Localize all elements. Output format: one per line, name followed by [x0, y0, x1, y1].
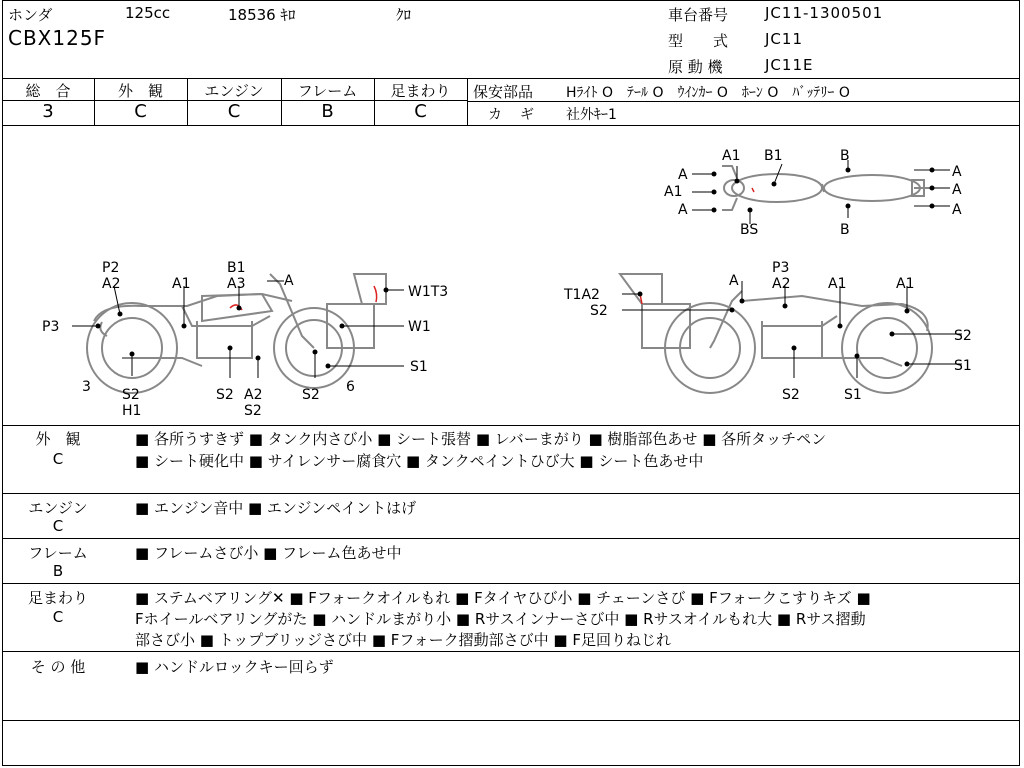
diagram-label: S2: [782, 387, 800, 403]
remarks-frame-grade: B: [52, 562, 64, 580]
divider: [2, 651, 1020, 652]
diagram-label: A1: [172, 276, 191, 292]
frame-no: JC11-1300501: [765, 4, 884, 22]
diagram-label: A1: [722, 148, 741, 164]
remarks-exterior-grade: C: [52, 450, 64, 468]
remarks-other-label: そ の 他: [30, 658, 86, 676]
type-value: JC11: [765, 30, 803, 48]
remarks-engine-label: エンジン: [28, 499, 88, 517]
damage-mark-red: [374, 286, 377, 302]
diagram-label: A2: [772, 276, 791, 292]
suspension-grade-label: 足まわり: [390, 82, 451, 100]
diagram-label: H1: [122, 403, 142, 419]
diagram-label: A2: [244, 387, 263, 403]
engine-label: 原 動 機: [668, 58, 723, 76]
frame-grade-label: フレーム: [297, 82, 358, 100]
diagram-label: BS: [740, 222, 759, 238]
diagram-label: S2: [122, 387, 140, 403]
remarks-engine-line: ■ エンジン音中 ■ エンジンペイントはげ: [135, 499, 417, 517]
diagram-label: S1: [954, 358, 972, 374]
remarks-frame-line: ■ フレームさび小 ■ フレーム色あせ中: [135, 544, 402, 562]
engine-grade: C: [227, 101, 241, 122]
divider: [2, 425, 1020, 426]
remarks-suspension-grade: C: [52, 608, 64, 626]
diagram-label: A: [952, 202, 962, 218]
exterior-label: 外 観: [117, 82, 163, 100]
diagram-label: 6: [346, 379, 355, 395]
diagram-label: S2: [302, 387, 320, 403]
diagram-label: P3: [42, 319, 60, 335]
safety-label: 保安部品: [473, 83, 534, 101]
diagram-label: A: [678, 202, 688, 218]
exterior-grade: C: [134, 101, 147, 122]
divider: [2, 720, 1020, 721]
engine-value: JC11E: [765, 56, 814, 74]
diagram-label: B1: [227, 260, 246, 276]
divider: [2, 583, 1020, 584]
engine-grade-label: エンジン: [204, 82, 264, 100]
remarks-suspension-line: Fホイールベアリングがた ■ ハンドルまがり小 ■ Rサスインナーさび中 ■ Rサスオイルもれ大 ■ Rサス摺動: [135, 610, 866, 628]
frame-grade: B: [321, 101, 334, 122]
remarks-frame-label: フレーム: [28, 544, 88, 562]
diagram-label: B: [840, 148, 850, 164]
remarks-engine-grade: C: [52, 517, 64, 535]
diagram-label: A: [952, 182, 962, 198]
diagram-label: A: [678, 167, 688, 183]
remarks-exterior-line: ■ 各所うすきず ■ タンク内さび小 ■ シート張替 ■ レバーまがり ■ 樹脂部色あせ ■ 各所タッチペン: [135, 430, 827, 448]
diagram-label: A1: [664, 184, 683, 200]
diagram-label: S1: [844, 387, 862, 403]
type-label: 型 式: [668, 32, 729, 50]
remarks-suspension-line: ■ ステムベアリング✕ ■ Fフォークオイルもれ ■ Fタイヤひび小 ■ チェーンさび ■ Fフォークこすりキズ ■: [135, 589, 871, 607]
diagram-label: A2: [102, 276, 121, 292]
diagram-label: S1: [410, 359, 428, 375]
damage-diagram: [2, 126, 1020, 426]
divider: [2, 493, 1020, 494]
remarks-suspension-line: 部さび小 ■ トップブリッジさび中 ■ Fフォーク摺動部さび中 ■ F足回りねじれ: [135, 631, 671, 649]
key-value: 社外ｷｰ1: [566, 107, 617, 123]
divider: [2, 538, 1020, 539]
top-view-bike: [722, 166, 930, 210]
suspension-grade: C: [414, 101, 427, 122]
damage-mark-red: [752, 188, 754, 192]
remarks-suspension-label: 足まわり: [27, 589, 88, 607]
diagram-label: S2: [216, 387, 234, 403]
safety-items: Hﾗｲﾄ O ﾃｰﾙ O ｳｲﾝｶｰ O ﾎｰﾝ O ﾊﾞｯﾃﾘｰ O: [566, 85, 850, 101]
mileage: 18536 ｷﾛ: [228, 6, 296, 24]
remarks-exterior-label: 外 観: [35, 430, 81, 448]
diagram-label: 3: [82, 379, 91, 395]
maker: ホンダ: [8, 6, 53, 24]
diagram-label: A: [952, 164, 962, 180]
diagram-label: W1: [408, 319, 431, 335]
diagram-label: B: [840, 222, 850, 238]
diagram-label: B1: [764, 148, 783, 164]
diagram-label: W1T3: [408, 284, 449, 300]
remarks-other-line: ■ ハンドルロックキー回らず: [135, 658, 334, 676]
divider: [2, 78, 1020, 79]
diagram-label: S2: [244, 403, 262, 419]
diagram-label: A: [284, 273, 294, 289]
remarks-exterior-line: ■ シート硬化中 ■ サイレンサー腐食穴 ■ タンクペイントひび大 ■ シート色あせ中: [135, 452, 704, 470]
diagram-label: P2: [102, 260, 120, 276]
model-name: CBX125F: [8, 26, 107, 50]
frame-no-label: 車台番号: [668, 6, 729, 24]
overall-grade: 3: [42, 101, 54, 122]
diagram-label: S2: [954, 328, 972, 344]
diagram-label: A3: [227, 276, 246, 292]
displacement: 125cc: [125, 4, 171, 22]
diagram-label: A1: [896, 276, 915, 292]
diagram-label: A: [729, 273, 739, 289]
diagram-label: A1: [828, 276, 847, 292]
overall-label: 総 合: [25, 82, 71, 100]
color: ｸﾛ: [396, 6, 412, 24]
diagram-label: P3: [772, 260, 790, 276]
diagram-label: T1A2: [564, 287, 600, 303]
divider: [467, 78, 468, 125]
key-label: カ ギ: [488, 107, 536, 123]
diagram-label: S2: [590, 303, 608, 319]
